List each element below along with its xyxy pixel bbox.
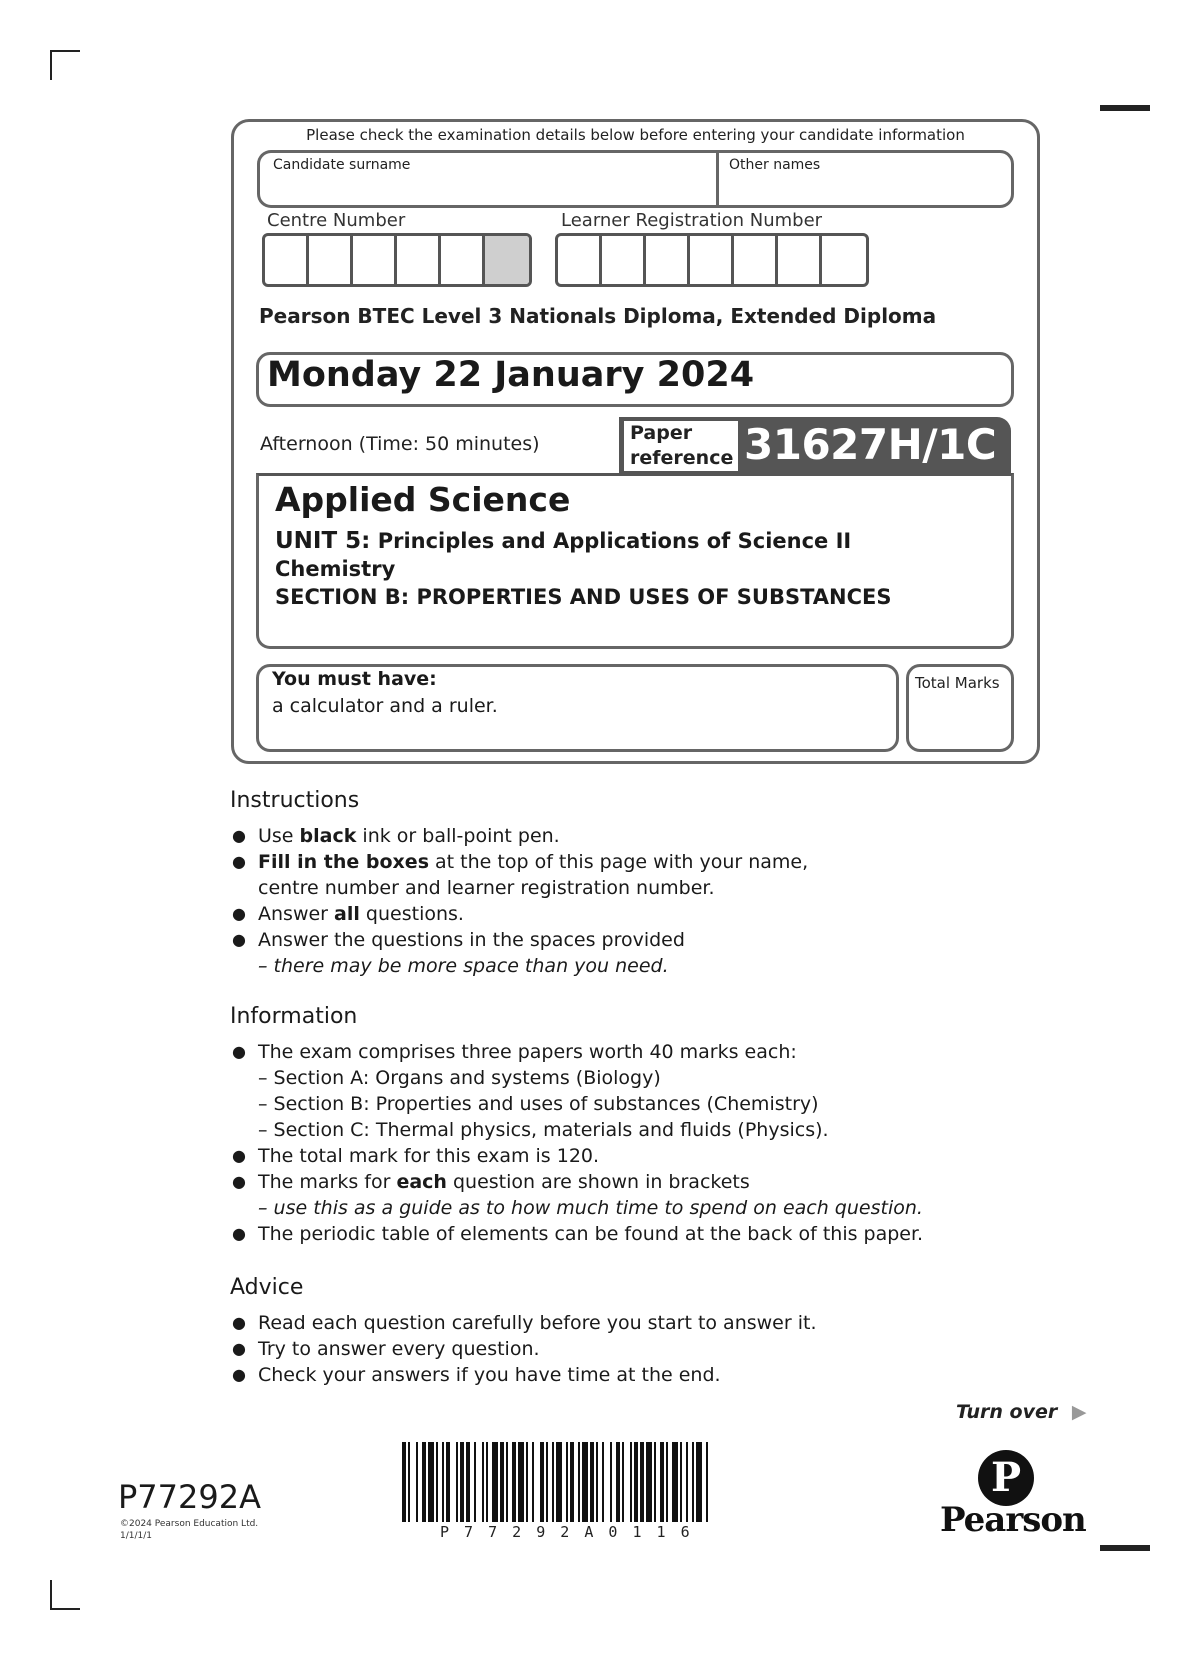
must-have-items: a calculator and a ruler. <box>272 695 498 717</box>
information-subitem: – Section C: Thermal physics, materials and fluids (Physics). <box>258 1119 829 1141</box>
total-marks-label: Total Marks <box>915 674 1000 692</box>
registration-bar-bottom-right <box>1100 1545 1150 1551</box>
instruction-note: – there may be more space than you need. <box>258 955 669 977</box>
information-text: The exam comprises three papers worth 40 marks each: <box>258 1041 797 1063</box>
information-item <box>230 1169 1030 1221</box>
paper-reference-label-2: reference <box>630 447 734 469</box>
crop-mark-bottom-left-v <box>50 1580 52 1610</box>
instruction-item <box>230 849 1030 901</box>
paper-code: P77292A <box>118 1478 261 1516</box>
information-emphasis: each <box>396 1171 447 1193</box>
print-code: 1/1/1/1 <box>120 1531 153 1541</box>
check-details-text: Please check the examination details below before entering your candidate information <box>306 126 965 144</box>
qualification-title: Pearson BTEC Level 3 Nationals Diploma, Extended Diploma <box>259 304 937 328</box>
information-subitem: – Section B: Properties and uses of substances (Chemistry) <box>258 1093 819 1115</box>
instructions-heading: Instructions <box>230 788 360 813</box>
instruction-text: ink or ball-point pen. <box>356 825 560 847</box>
turn-over-arrow-icon: ▶ <box>1071 1401 1087 1423</box>
information-item <box>230 1221 1030 1247</box>
centre-number-boxes[interactable] <box>262 233 532 287</box>
pearson-logo-letter: P <box>990 1454 1022 1501</box>
instruction-text: questions. <box>359 903 464 925</box>
instruction-emphasis: black <box>299 825 357 847</box>
learner-digit-box[interactable] <box>778 236 822 284</box>
information-section <box>230 1004 1030 1247</box>
centre-digit-box[interactable] <box>353 236 397 284</box>
registration-bar-top-right <box>1100 105 1150 111</box>
learner-registration-boxes[interactable] <box>555 233 869 287</box>
learner-digit-box[interactable] <box>558 236 602 284</box>
turn-over-text: Turn over <box>956 1401 1058 1423</box>
information-text: The marks for <box>258 1171 397 1193</box>
centre-digit-box[interactable] <box>397 236 441 284</box>
advice-item: ● Read each question carefully before you start to answer it. <box>230 1310 1030 1336</box>
paper-reference-code: 31627H/1C <box>744 420 997 469</box>
discipline: Chemistry <box>275 557 396 581</box>
information-note: – use this as a guide as to how much time to spend on each question. <box>258 1197 923 1219</box>
instruction-text: at the top of this page with your name, <box>429 851 809 873</box>
advice-section <box>230 1275 1030 1388</box>
pearson-wordmark: Pearson <box>940 1500 1086 1540</box>
unit-line <box>275 528 851 554</box>
instruction-text: Answer <box>258 903 335 925</box>
advice-heading: Advice <box>230 1275 304 1300</box>
other-names-label: Other names <box>729 157 821 173</box>
instruction-item <box>230 901 1030 927</box>
centre-digit-box[interactable] <box>309 236 353 284</box>
centre-check-box-shaded <box>485 236 529 284</box>
exam-date: Monday 22 January 2024 <box>267 355 755 395</box>
learner-digit-box[interactable] <box>602 236 646 284</box>
information-item <box>230 1039 1030 1143</box>
learner-digit-box[interactable] <box>646 236 690 284</box>
crop-mark-top-left-v <box>50 50 52 80</box>
paper-reference-label-1: Paper <box>630 422 693 444</box>
learner-digit-box[interactable] <box>734 236 778 284</box>
learner-registration-label: Learner Registration Number <box>561 210 823 231</box>
barcode <box>402 1442 798 1522</box>
unit-prefix: UNIT 5: <box>275 528 371 554</box>
information-list <box>230 1039 1030 1247</box>
unit-title: Principles and Applications of Science II <box>370 529 852 553</box>
instruction-item <box>230 823 1030 849</box>
instructions-section <box>230 788 1030 979</box>
instruction-text: centre number and learner registration number. <box>258 877 715 899</box>
learner-digit-box[interactable] <box>822 236 866 284</box>
barcode-space <box>708 1442 712 1522</box>
section-title: SECTION B: PROPERTIES AND USES OF SUBSTANCES <box>275 585 892 609</box>
instruction-emphasis: Fill in the boxes <box>258 851 429 873</box>
instruction-emphasis: all <box>334 903 360 925</box>
candidate-surname-label: Candidate surname <box>273 157 411 173</box>
advice-item: ● Check your answers if you have time at the end. <box>230 1362 1030 1388</box>
information-item <box>230 1143 1030 1169</box>
pearson-logo-icon <box>978 1450 1034 1506</box>
information-text: The total mark for this exam is 120. <box>258 1145 600 1167</box>
session-time: Afternoon (Time: 50 minutes) <box>260 433 540 455</box>
instructions-list <box>230 823 1030 979</box>
centre-number-label: Centre Number <box>267 210 406 231</box>
instruction-text: Use <box>258 825 300 847</box>
centre-digit-box[interactable] <box>441 236 485 284</box>
information-text: question are shown in brackets <box>446 1171 750 1193</box>
copyright: ©2024 Pearson Education Ltd. <box>120 1519 259 1529</box>
advice-list <box>230 1310 1030 1388</box>
information-text: The periodic table of elements can be found at the back of this paper. <box>258 1223 924 1245</box>
information-heading: Information <box>230 1004 358 1029</box>
barcode-text: P 7 7 2 9 2 A 0 1 1 6 <box>440 1523 693 1541</box>
crop-mark-top-left-h <box>50 50 80 52</box>
information-subitem: – Section A: Organs and systems (Biology) <box>258 1067 661 1089</box>
learner-digit-box[interactable] <box>690 236 734 284</box>
must-have-label: You must have: <box>272 668 437 690</box>
advice-item: ● Try to answer every question. <box>230 1336 1030 1362</box>
turn-over <box>956 1401 1087 1423</box>
instruction-text: Answer the questions in the spaces provided <box>258 929 685 951</box>
subject-title: Applied Science <box>275 480 571 519</box>
instruction-item <box>230 927 1030 979</box>
centre-digit-box[interactable] <box>265 236 309 284</box>
crop-mark-bottom-left-h <box>50 1608 80 1610</box>
